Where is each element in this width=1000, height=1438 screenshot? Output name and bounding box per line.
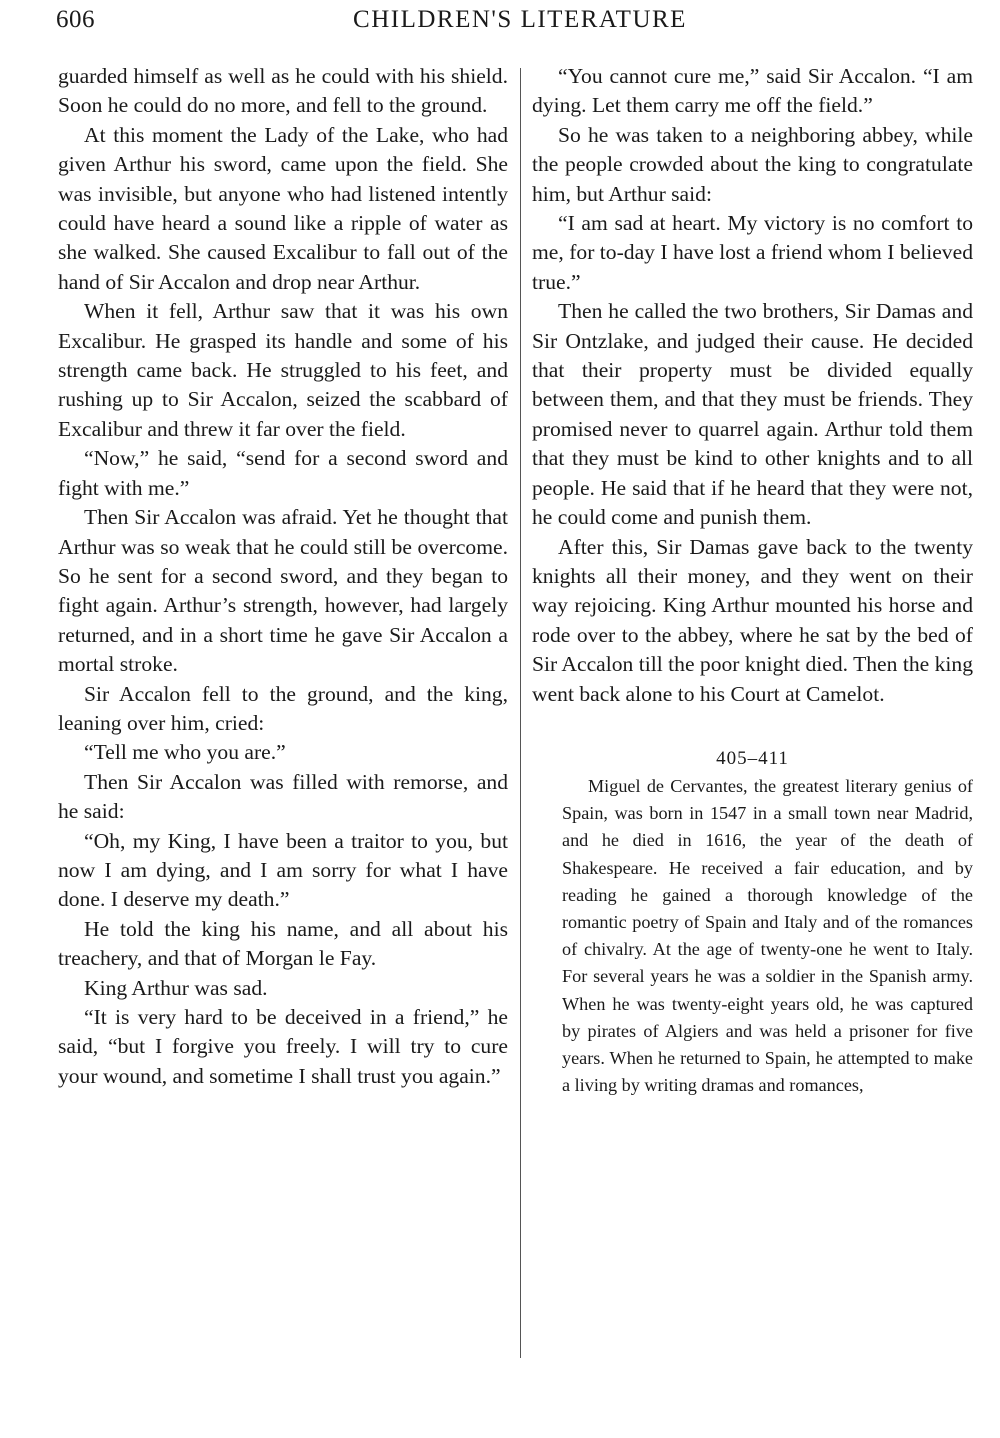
column-divider xyxy=(520,68,521,1358)
left-column xyxy=(58,62,508,1091)
paragraph: After this, Sir Damas gave back to the twenty knights all their money, and they went on their way rejoicing. King Arthur mounted his horse and rode over to the abbey, where he sat by the bed of Sir Accalon till the poor knight died. Then the king went back alone to his Court at Camelot. xyxy=(532,534,974,706)
paragraph: At this moment the Lady of the Lake, who had given Arthur his sword, came upon the field. She was invisible, but anyone who had listened intently could have heard a sound like a ripple of water as she walked. She caused Excalibur to fall out of the hand of Sir Accalon and drop near Arthur. xyxy=(58,122,508,294)
paragraph: Then Sir Accalon was filled with remorse, and he said: xyxy=(58,769,508,824)
paragraph: “You cannot cure me,” said Sir Accalon. “I am dying. Let them carry me off the field.” xyxy=(532,64,973,118)
paragraph: “I am sad at heart. My victory is no comfort to me, for to-day I have lost a friend whom I believed true.” xyxy=(532,211,973,294)
paragraph: Then he called the two brothers, Sir Damas and Sir Ontzlake, and judged their cause. He decided that their property must be divided equally between them, and that they must be friends. They promised never to quarrel again. Arthur told them that they must be kind to other knights and to all people. He said that if he heard that they were not, he could come and punish them. xyxy=(532,299,973,530)
page-number: 606 xyxy=(56,6,95,33)
paragraph: When it fell, Arthur saw that it was his own Excalibur. He grasped its handle and some of his strength came back. He struggled to his feet, and rushing up to Sir Accalon, seized the scabbard of Excalibur and threw it far over the field. xyxy=(58,299,508,441)
paragraph: Sir Accalon fell to the ground, and the king, leaning over him, cried: xyxy=(58,681,508,735)
paragraph: “Oh, my King, I have been a traitor to you, but now I am dying, and I am sorry for what I have done. I deserve my death.” xyxy=(58,828,508,912)
paragraph: Then Sir Accalon was afraid. Yet he thought that Arthur was so weak that he could still be overcome. So he sent for a second sword, and they began to fight again. Arthur’s strength, however, had largely returned, and in a short time he gave Sir Accalon a mortal stroke. xyxy=(58,505,508,677)
paragraph: “Tell me who you are.” xyxy=(84,740,286,765)
paragraph: So he was taken to a neighboring abbey, while the people crowded about the king to congratulate him, but Arthur said: xyxy=(532,122,973,206)
right-column xyxy=(532,62,973,1099)
paragraph: guarded himself as well as he could with his shield. Soon he could do no more, and fell to the ground. xyxy=(58,64,508,118)
paragraph: “It is very hard to be deceived in a friend,” he said, “but I forgive you freely. I will try to cure your wound, and sometime I shall trust you again.” xyxy=(58,1005,508,1088)
note-heading: 405–411 xyxy=(716,747,789,769)
running-head: CHILDREN'S LITERATURE xyxy=(353,6,687,33)
paragraph: King Arthur was sad. xyxy=(84,975,268,1000)
paragraph: “Now,” he said, “send for a second sword and fight with me.” xyxy=(58,446,508,500)
paragraph: He told the king his name, and all about his treachery, and that of Morgan le Fay. xyxy=(58,916,508,971)
note-text: Miguel de Cervantes, the greatest literary genius of Spain, was born in 1547 in a small town near Madrid, and he died in 1616, the year of the death of Shakespeare. He received a fair education, and by reading he gained a thorough knowledge of the romantic poetry of Spain and Italy and of the romances of chivalry. At the age of twenty-one he went to Italy. For several years he was a soldier in the Spanish army. When he was twenty-eight years old, he was captured by pirates of Algiers and was held a prisoner for five years. When he returned to Spain, he attempted to make a living by writing dramas and romances, xyxy=(562,775,973,1096)
